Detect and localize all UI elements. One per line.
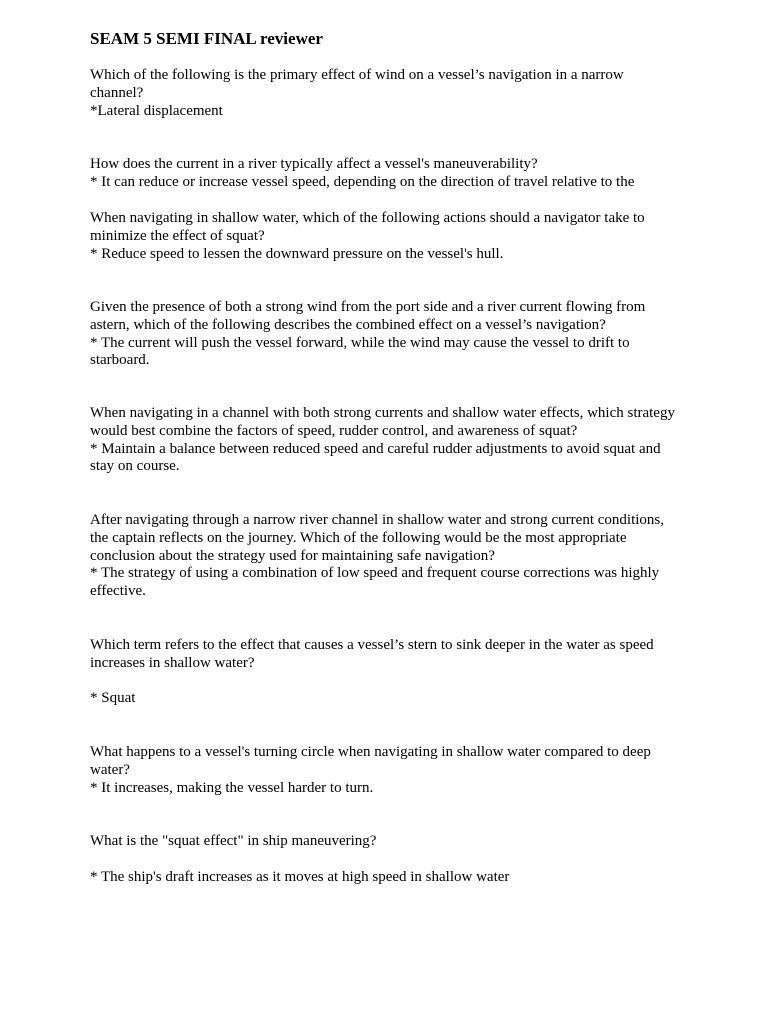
qa-item-3 xyxy=(90,210,680,263)
qa-item-4 xyxy=(90,299,680,370)
answer-text: * It can reduce or increase vessel speed, depending on the direction of travel relative to the xyxy=(90,173,635,190)
question-text: Which term refers to the effect that causes a vessel’s stern to sink deeper in the water as speed increases in shallow water? xyxy=(90,637,654,671)
question-text: After navigating through a narrow river channel in shallow water and strong current conditions, the captain reflects on the journey. Which of the following would be the most appropriate conclusion about the strategy used for maintaining safe navigation? xyxy=(90,512,664,564)
question-text: When navigating in shallow water, which of the following actions should a navigator take to minimize the effect of squat? xyxy=(90,210,645,244)
answer-text: * Squat xyxy=(90,690,136,707)
answer-text: * Maintain a balance between reduced speed and careful rudder adjustments to avoid squat and stay on course. xyxy=(90,440,661,475)
qa-item-2 xyxy=(90,156,680,192)
qa-item-5 xyxy=(90,405,680,476)
qa-item-6 xyxy=(90,512,680,601)
question-text: Given the presence of both a strong wind from the port side and a river current flowing from astern, which of the following describes the combined effect on a vessel’s navigation? xyxy=(90,299,646,333)
qa-item-1 xyxy=(90,67,680,120)
answer-text: * Reduce speed to lessen the downward pressure on the vessel's hull. xyxy=(90,245,504,262)
blank-line xyxy=(90,851,680,869)
question-text: What happens to a vessel's turning circle when navigating in shallow water compared to deep water? xyxy=(90,744,651,778)
question-text: How does the current in a river typically affect a vessel's maneuverability? xyxy=(90,156,538,172)
qa-item-7 xyxy=(90,637,680,708)
question-text: Which of the following is the primary effect of wind on a vessel’s navigation in a narrow channel? xyxy=(90,67,624,101)
blank-line xyxy=(90,673,680,691)
answer-text: * The strategy of using a combination of low speed and frequent course corrections was highly effective. xyxy=(90,565,660,600)
question-text: What is the "squat effect" in ship maneuvering? xyxy=(90,833,377,849)
document-title: SEAM 5 SEMI FINAL reviewer xyxy=(90,29,323,48)
qa-item-9 xyxy=(90,833,680,886)
answer-text: *Lateral displacement xyxy=(90,102,223,119)
answer-text: * The ship's draft increases as it moves at high speed in shallow water xyxy=(90,868,510,885)
answer-text: * The current will push the vessel forward, while the wind may cause the vessel to drift to starboard. xyxy=(90,334,630,369)
qa-item-8 xyxy=(90,744,680,797)
question-text: When navigating in a channel with both strong currents and shallow water effects, which strategy would best combine the factors of speed, rudder control, and awareness of squat? xyxy=(90,405,675,439)
answer-text: * It increases, making the vessel harder to turn. xyxy=(90,779,374,796)
